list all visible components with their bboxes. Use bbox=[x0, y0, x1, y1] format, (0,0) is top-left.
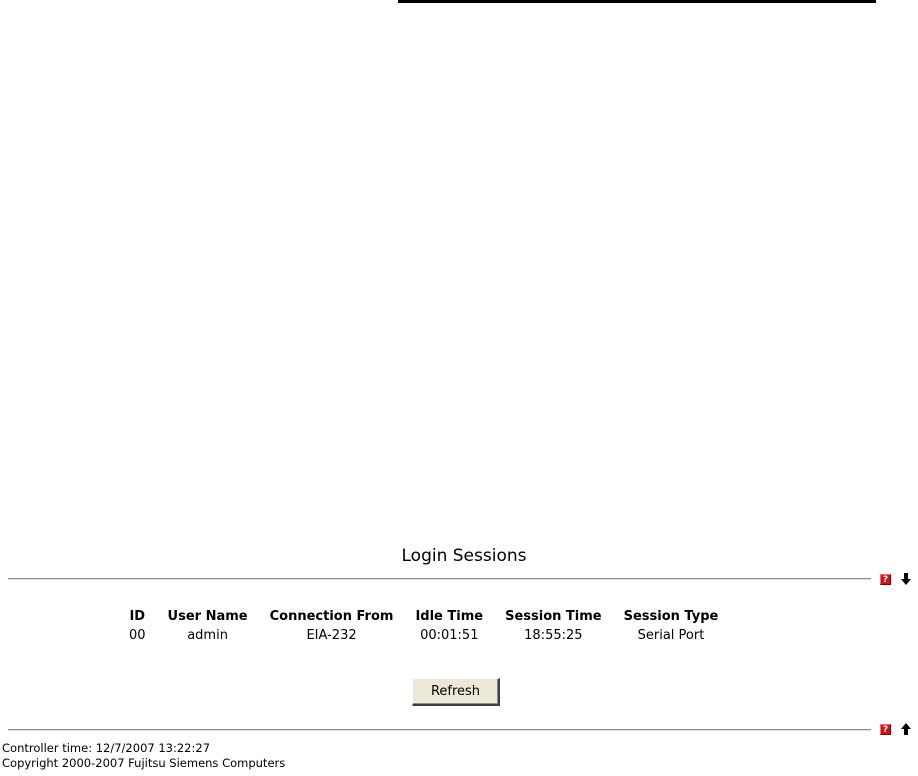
cell-id: 00 bbox=[129, 628, 146, 643]
arrow-up-icon[interactable] bbox=[900, 723, 912, 735]
cell-connection-from: EIA-232 bbox=[306, 628, 357, 643]
bottom-rule bbox=[8, 729, 871, 731]
column-header-user-name: User Name bbox=[167, 609, 248, 624]
cell-session-time: 18:55:25 bbox=[524, 628, 583, 643]
top-rule bbox=[8, 578, 871, 580]
table-row bbox=[118, 626, 729, 645]
cell-session-type: Serial Port bbox=[637, 628, 705, 643]
cell-user-name: admin bbox=[187, 628, 228, 643]
column-header-session-type: Session Type bbox=[623, 609, 719, 624]
page-title: Login Sessions bbox=[401, 546, 527, 566]
footer bbox=[2, 741, 285, 771]
refresh-button[interactable]: Refresh bbox=[412, 678, 500, 706]
table-header-row bbox=[118, 607, 729, 626]
column-header-id: ID bbox=[129, 609, 146, 624]
help-icon[interactable]: ? bbox=[880, 724, 891, 735]
cell-idle-time: 00:01:51 bbox=[420, 628, 479, 643]
controller-time: Controller time: 12/7/2007 13:22:27 bbox=[2, 741, 211, 755]
arrow-down-icon[interactable] bbox=[900, 573, 912, 585]
copyright-text: Copyright 2000-2007 Fujitsu Siemens Computers bbox=[2, 756, 286, 770]
column-header-session-time: Session Time bbox=[505, 609, 602, 624]
column-header-connection-from: Connection From bbox=[269, 609, 394, 624]
help-icon[interactable]: ? bbox=[880, 574, 891, 585]
column-header-idle-time: Idle Time bbox=[415, 609, 484, 624]
top-divider-bar bbox=[398, 0, 876, 3]
login-sessions-table bbox=[118, 607, 729, 645]
